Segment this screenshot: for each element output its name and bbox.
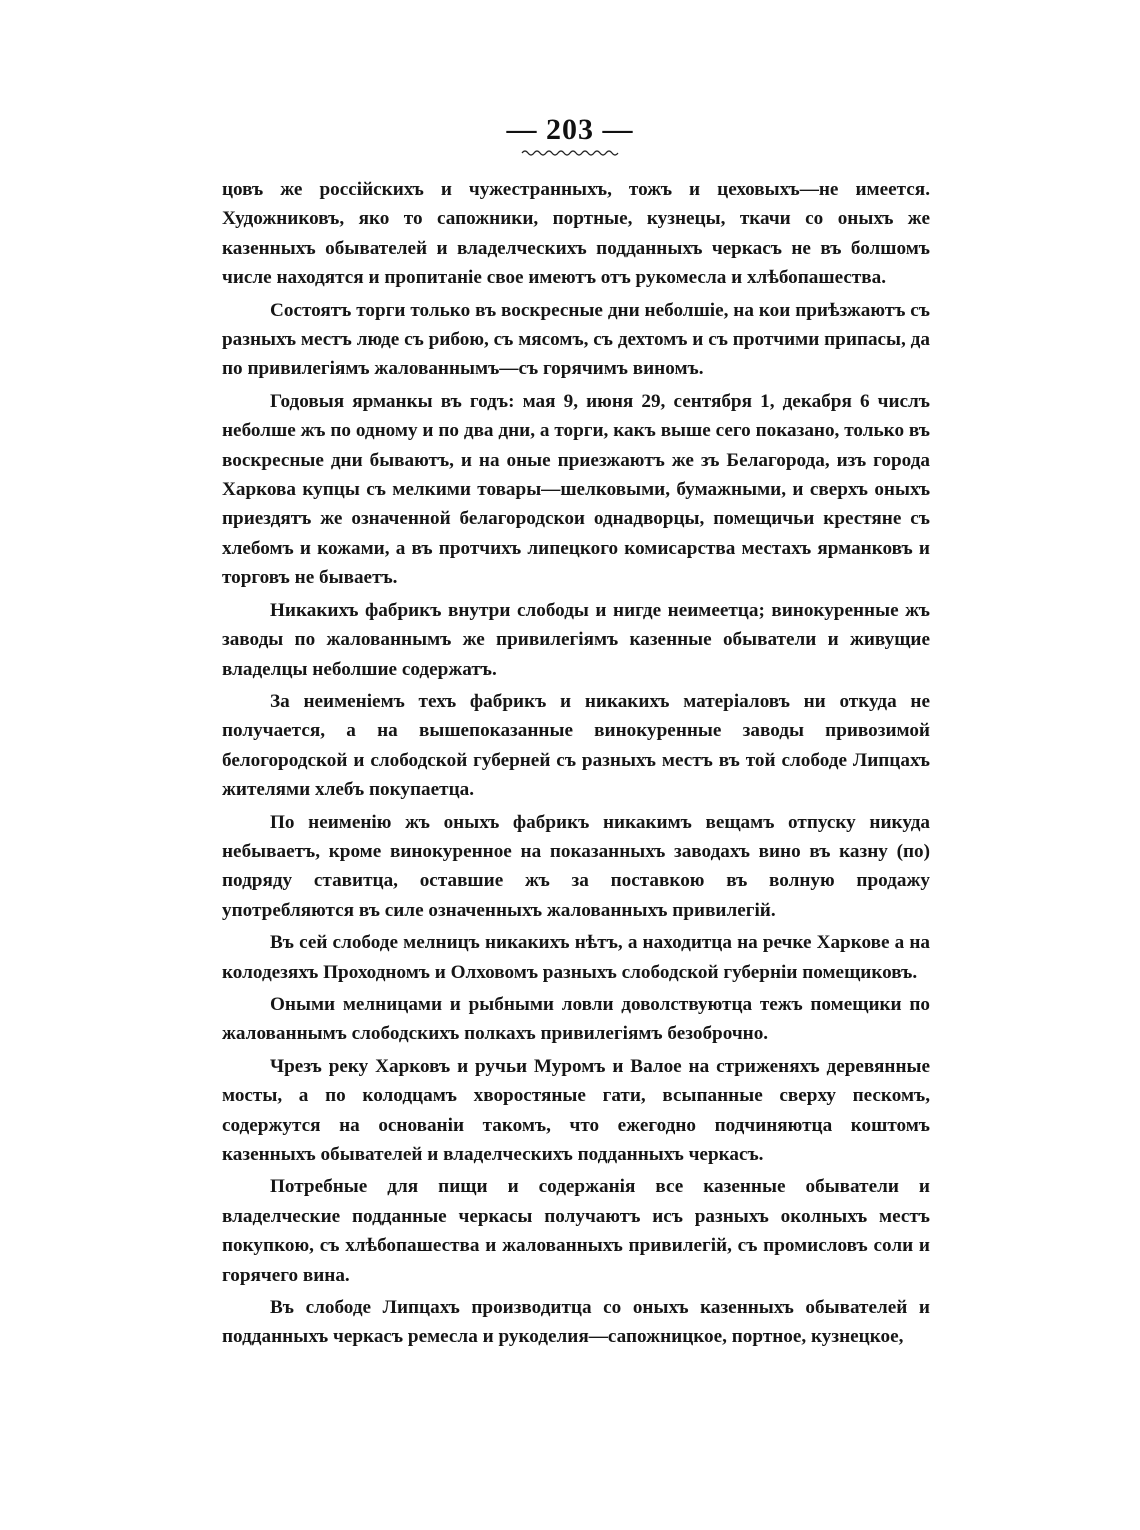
page-number: — 203 — [506, 113, 634, 146]
wavy-underline-ornament [520, 148, 620, 158]
body-text [222, 175, 930, 1355]
page-header [0, 112, 1140, 158]
paragraph-6: По неименію жъ оныхъ фабрикъ никакимъ вещамъ отпуску никуда небываетъ, кроме винокуренное на показанныхъ заводахъ вино въ казну (по) подряду ставитца, оставшие жъ за поставкою въ волную продажу употребляются въ силе означенныхъ жалованныхъ привилегій. [222, 811, 930, 921]
paragraph-3: Годовыя ярманкы въ годъ: мая 9, июня 29, сентября 1, декабря 6 числъ неболше жъ по одному и по два дни, а торги, какъ выше сего показано, только въ воскресные дни бываютъ, и на оные приезжаютъ же зъ Белагорода, изъ города Харкова купцы съ мелкими товары—шелковыми, бумажными, и сверхъ оныхъ приездятъ же означенной белагородскои однадворцы, помещичьи крестяне съ хлебомъ и кожами, а въ протчихъ липецкого комисарства местахъ ярманковъ и торговъ не бываетъ. [222, 390, 930, 589]
paragraph-5: За неименіемъ техъ фабрикъ и никакихъ матеріаловъ ни откуда не получается, а на вышепоказанные винокуренные заводы привозимой белогородской и слободской губерней съ разныхъ местъ въ той слободе Липцахъ жителями хлебъ покупаетца. [222, 690, 930, 801]
paragraph-1: цовъ же россійскихъ и чужестранныхъ, тожъ и цеховыхъ—не имеется. Художниковъ, яко то сапожники, портные, кузнецы, ткачи со оныхъ же казенныхъ обывателей и владелческихъ подданныхъ черкасъ не въ болшомъ числе находятся и пропитаніе свое имеютъ отъ рукомесла и хлѣбопашества. [222, 179, 930, 289]
paragraph-8: Оными мелницами и рыбными ловли доволствуютца тежъ помещики по жалованнымъ слободскихъ полкахъ привилегіямъ безоброчно. [222, 993, 930, 1045]
paragraph-10: Потребные для пищи и содержанія все казенные обыватели и владелческие подданные черкасы получаютъ исъ разныхъ околныхъ местъ покупкою, съ хлѣбопашества и жалованныхъ привилегій, съ промисловъ соли и горячего вина. [222, 1176, 930, 1286]
paragraph-9: Чрезъ реку Харковъ и ручьи Муромъ и Валое на стриженяхъ деревянные мосты, а по колодцамъ хворостяные гати, всыпанные сверху пескомъ, содержутся на основаніи такомъ, что ежегодно подчиняютца коштомъ казенныхъ обывателей и владелческихъ подданныхъ черкасъ. [222, 1055, 930, 1165]
paragraph-2: Состоятъ торги только въ воскресные дни неболшіе, на кои приѣзжаютъ съ разныхъ местъ люде съ рибою, съ мясомъ, съ дехтомъ и съ протчими припасы, да по привилегіямъ жалованнымъ—съ горячимъ виномъ. [222, 299, 930, 380]
paragraph-11: Въ слободе Липцахъ производитца со оныхъ казенныхъ обывателей и подданныхъ черкасъ ремесла и рукоделия—сапожницкое, портное, кузнецкое, [222, 1297, 930, 1348]
paragraph-7: Въ сей слободе мелницъ никакихъ нѣтъ, а находитца на речке Харкове а на колодезяхъ Проходномъ и Олховомъ разныхъ слободской губерніи помещиковъ. [222, 932, 930, 983]
paragraph-4: Никакихъ фабрикъ внутри слободы и нигде неимеетца; винокуренные жъ заводы по жалованнымъ же привилегіямъ казенные обыватели и живущие владелцы неболшие содержатъ. [222, 599, 930, 680]
